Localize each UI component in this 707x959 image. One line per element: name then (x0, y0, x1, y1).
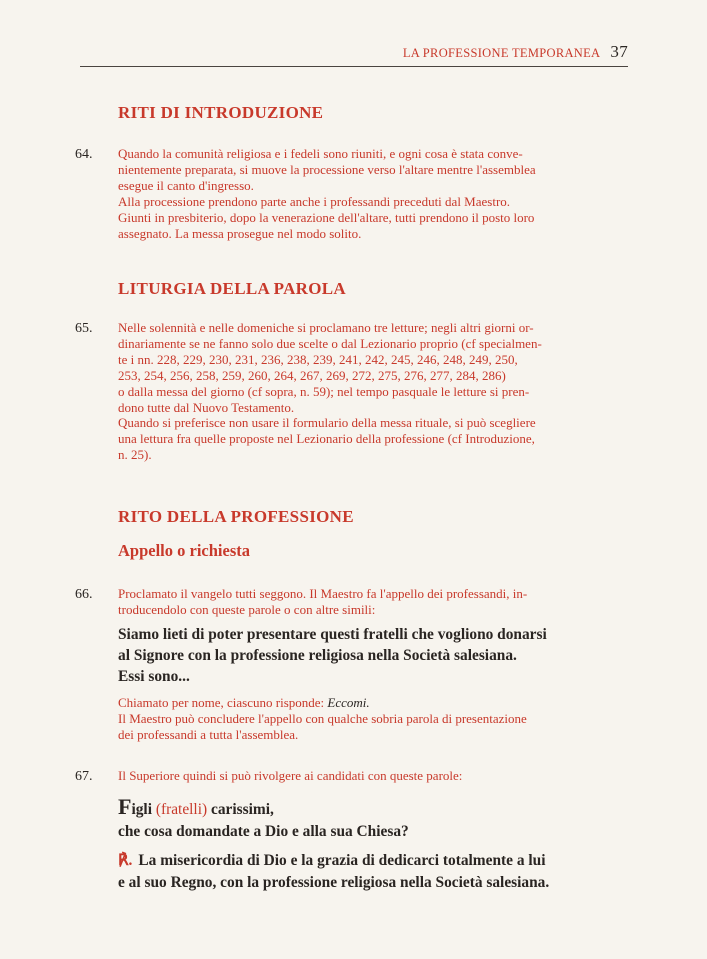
paragraph-64 (118, 146, 628, 241)
paragraph-number-64: 64. (75, 147, 93, 162)
spoken-line (118, 796, 633, 821)
text-line: 253, 254, 256, 258, 259, 260, 264, 267, 269, 272, 275, 276, 277, 284, 286) (118, 367, 506, 383)
spoken-line: Siamo lieti di poter presentare questi fratelli che vogliono donarsi (118, 626, 547, 643)
text-line: Proclamato il vangelo tutti seggono. Il Maestro fa l'appello dei professandi, in- (118, 586, 528, 601)
running-title: LA PROFESSIONE TEMPORANEA (402, 46, 601, 60)
text-line: dono tutte dal Nuovo Testamento. (118, 399, 295, 415)
paragraph-66-after (118, 695, 628, 743)
text-line: una lettura fra quelle proposte nel Lezionario della professione (cf Introduzione, (118, 431, 535, 447)
text-fragment: La misericordia di Dio e la grazia di dedicarci totalmente a lui (138, 852, 546, 869)
text-line: Quando la comunità religiosa e i fedeli sono riuniti, e ogni cosa è stata conve- (118, 146, 523, 161)
response (118, 850, 633, 894)
text-line: dinariamente se ne fanno solo due scelte o dal Lezionario proprio (cf specialmen- (118, 335, 542, 351)
subsection-title-appello: Appello o richiesta (118, 541, 250, 560)
spoken-line: Essi sono... (118, 668, 190, 685)
text-line: n. 25). (118, 447, 152, 463)
text-line: Alla processione prendono parte anche i professandi preceduti dal Maestro. (118, 193, 511, 209)
paragraph-number-67: 67. (75, 769, 93, 784)
spoken-line: e al suo Regno, con la professione religiosa nella Società salesiana. (118, 874, 550, 891)
text-line: o dalla messa del giorno (cf sopra, n. 59); nel tempo pasquale le letture si pren- (118, 383, 530, 399)
paragraph-number-65: 65. (75, 321, 93, 336)
spoken-line: al Signore con la professione religiosa nella Società salesiana. (118, 647, 517, 664)
text-line: troducendolo con queste parole o con altre simili: (118, 601, 376, 617)
running-head (80, 42, 628, 62)
response-word: Eccomi. (327, 695, 370, 710)
section-title-liturgia: LITURGIA DELLA PAROLA (118, 279, 346, 298)
text-line: Nelle solennità e nelle domeniche si proclamano tre letture; negli altri giorni or- (118, 320, 534, 335)
text-line (118, 695, 628, 711)
text-line: Quando si preferisce non usare il formulario della messa rituale, si può scegliere (118, 415, 536, 431)
paragraph-number-66: 66. (75, 587, 93, 602)
spoken-line: che cosa domandate a Dio e alla sua Chiesa? (118, 823, 409, 840)
text-line: esegue il canto d'ingresso. (118, 177, 254, 193)
parenthetical: (fratelli) (155, 801, 208, 818)
text-line: dei professandi a tutta l'assemblea. (118, 726, 299, 742)
drop-initial: F (118, 794, 132, 819)
text-line: Il Superiore quindi si può rivolgere ai candidati con queste parole: (118, 768, 463, 783)
text-line: nientemente preparata, si muove la processione verso l'altare mentre l'assemblea (118, 161, 536, 177)
page-number: 37 (610, 42, 628, 61)
paragraph-65 (118, 320, 628, 463)
response-mark: ℟. (118, 852, 133, 869)
text-fragment: Chiamato per nome, ciascuno risponde: (118, 695, 328, 710)
spoken-line (118, 850, 633, 872)
question (118, 796, 633, 843)
paragraph-67-rubric (118, 768, 628, 784)
section-title-riti: RITI DI INTRODUZIONE (118, 103, 324, 122)
section-title-rito: RITO DELLA PROFESSIONE (118, 507, 354, 526)
paragraph-66-spoken (118, 624, 633, 687)
paragraph-66-rubric (118, 586, 628, 618)
header-rule (80, 66, 628, 67)
text-line: Giunti in presbiterio, dopo la venerazione dell'altare, tutti prendono il posto loro (118, 209, 535, 225)
text-fragment: igli (131, 801, 152, 818)
text-line: Il Maestro può concludere l'appello con qualche sobria parola di presentazione (118, 710, 527, 726)
text-fragment: carissimi, (210, 801, 274, 818)
text-line: te i nn. 228, 229, 230, 231, 236, 238, 239, 241, 242, 245, 246, 248, 249, 250, (118, 351, 518, 367)
text-line: assegnato. La messa prosegue nel modo solito. (118, 225, 362, 241)
